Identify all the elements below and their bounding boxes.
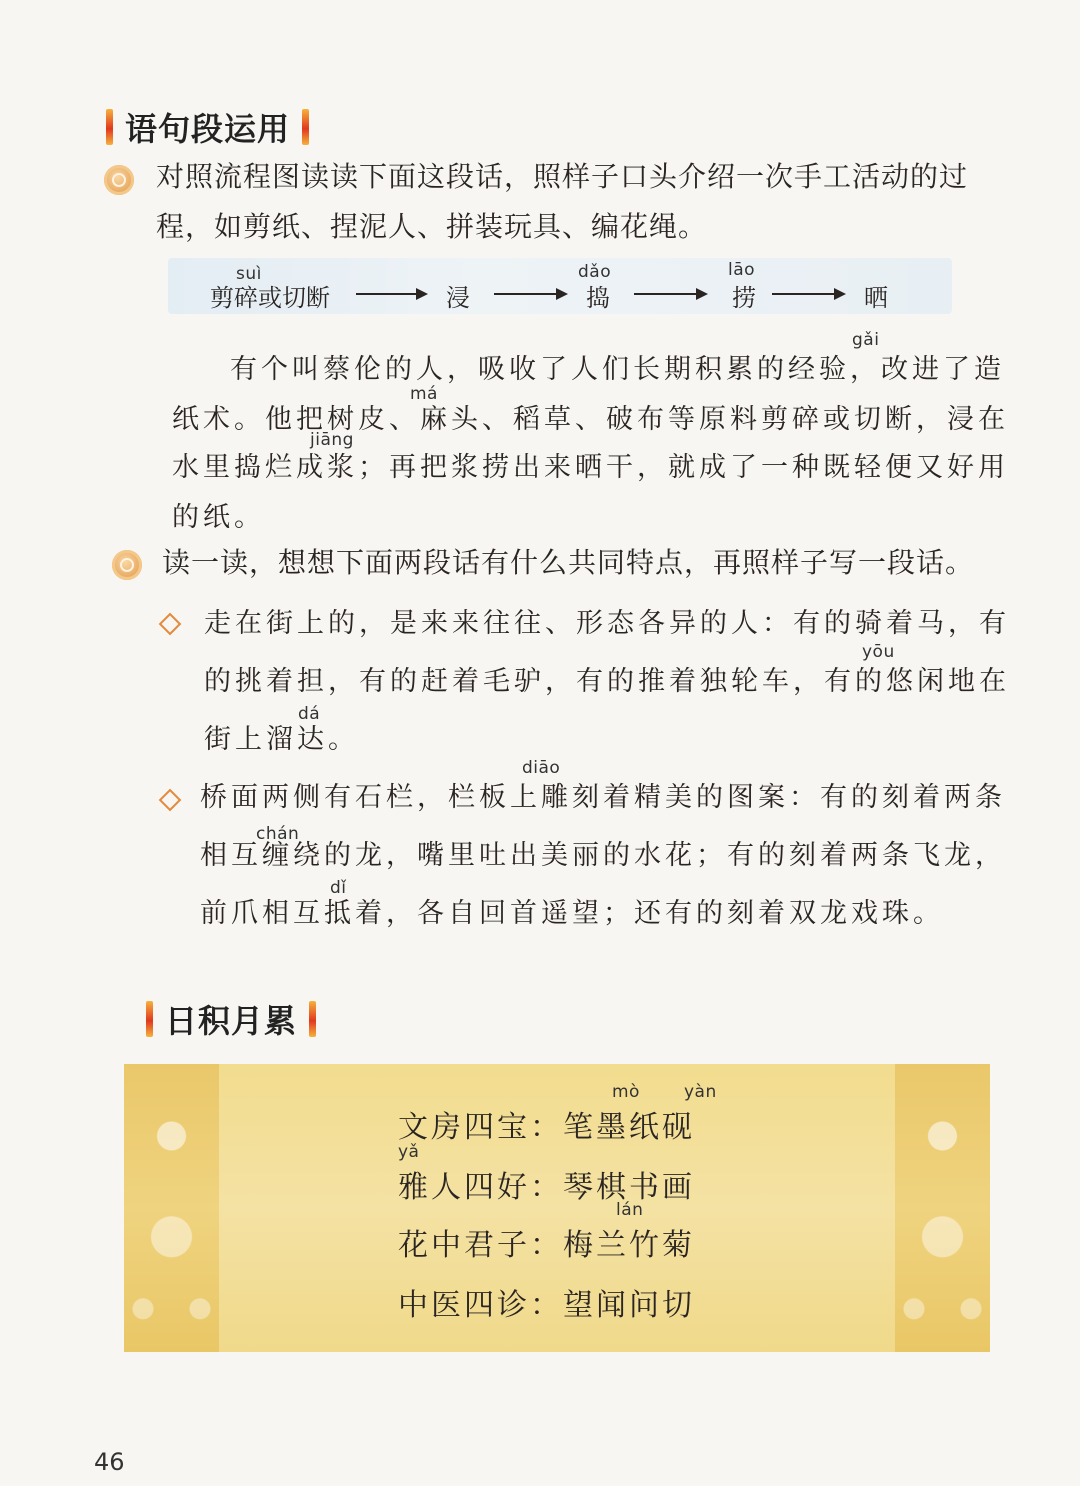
pinyin-da: dá [298, 704, 321, 724]
example2-line: 桥面两侧有石栏，栏板上雕刻着精美的图案：有的刻着两条 [200, 782, 1006, 813]
pinyin-ya: yǎ [398, 1142, 420, 1162]
pinyin-mo: mò [612, 1082, 640, 1102]
pinyin-diao: diāo [522, 758, 561, 778]
heading-bar-right [302, 109, 309, 145]
saying-line: 雅人四好：琴棋书画 [398, 1170, 695, 1205]
pinyin-sui: suì [236, 264, 262, 284]
example1-line: 走在街上的，是来来往往、形态各异的人：有的骑着马，有 [204, 608, 1010, 639]
example1-line: 街上溜达。 [204, 724, 359, 755]
saying-line: 中医四诊：望闻问切 [398, 1288, 695, 1323]
flow-step-pound: 捣 [586, 284, 610, 312]
pinyin-lao: lāo [728, 260, 756, 280]
task-bullet-icon [112, 550, 142, 580]
flow-step-soak: 浸 [446, 284, 470, 312]
page-number: 46 [94, 1448, 125, 1476]
diamond-bullet-icon [159, 613, 182, 636]
paragraph-line: 有个叫蔡伦的人，吸收了人们长期积累的经验，改进了造 [230, 354, 1005, 385]
heading-bar-right [309, 1001, 316, 1037]
flow-step-scoop: 捞 [732, 284, 756, 312]
pinyin-dao: dǎo [578, 262, 612, 282]
flow-step-cut: 剪碎或切断 [210, 284, 330, 312]
panel-ornament-right [895, 1064, 990, 1352]
pinyin-jiang: jiāng [310, 430, 354, 450]
flow-arrow [494, 293, 566, 295]
panel-ornament-left [124, 1064, 219, 1352]
heading-bar-left [146, 1001, 153, 1037]
task-bullet-icon [104, 165, 134, 195]
pinyin-di: dǐ [330, 878, 347, 898]
task1-line2: 程，如剪纸、捏泥人、拼装玩具、编花绳。 [156, 210, 708, 243]
pinyin-you: yōu [862, 642, 895, 662]
example2-line: 相互缠绕的龙，嘴里吐出美丽的水花；有的刻着两条飞龙， [200, 840, 1006, 871]
diamond-bullet-icon [159, 789, 182, 812]
section-heading-daily-accumulation [146, 996, 316, 1042]
heading-bar-left [106, 109, 113, 145]
pinyin-lan: lán [616, 1200, 644, 1220]
example1-line: 的挑着担，有的赶着毛驴，有的推着独轮车，有的悠闲地在 [204, 666, 1010, 697]
pinyin-chan: chán [256, 824, 300, 844]
paragraph-line: 的纸。 [172, 502, 265, 533]
flow-arrow [772, 293, 844, 295]
pinyin-gai: gǎi [852, 330, 880, 350]
flow-step-dry: 晒 [864, 284, 888, 312]
section-heading-language-use [106, 104, 309, 150]
task1-line1: 对照流程图读读下面这段话，照样子口头介绍一次手工活动的过 [156, 160, 969, 193]
pinyin-yan: yàn [684, 1082, 717, 1102]
saying-line: 文房四宝：笔墨纸砚 [398, 1110, 695, 1145]
section-title: 语句段运用 [125, 110, 291, 148]
flow-arrow [634, 293, 706, 295]
paragraph-line: 水里捣烂成浆；再把浆捞出来晒干，就成了一种既轻便又好用 [172, 452, 1009, 483]
saying-line: 花中君子：梅兰竹菊 [398, 1228, 695, 1263]
paragraph-line: 纸术。他把树皮、麻头、稻草、破布等原料剪碎或切断，浸在 [172, 404, 1009, 435]
flow-arrow [356, 293, 426, 295]
section-title: 日积月累 [165, 1002, 298, 1040]
pinyin-ma: má [410, 384, 438, 404]
example2-line: 前爪相互抵着，各自回首遥望；还有的刻着双龙戏珠。 [200, 898, 944, 929]
task2-text: 读一读，想想下面两段话有什么共同特点，再照样子写一段话。 [162, 546, 975, 579]
